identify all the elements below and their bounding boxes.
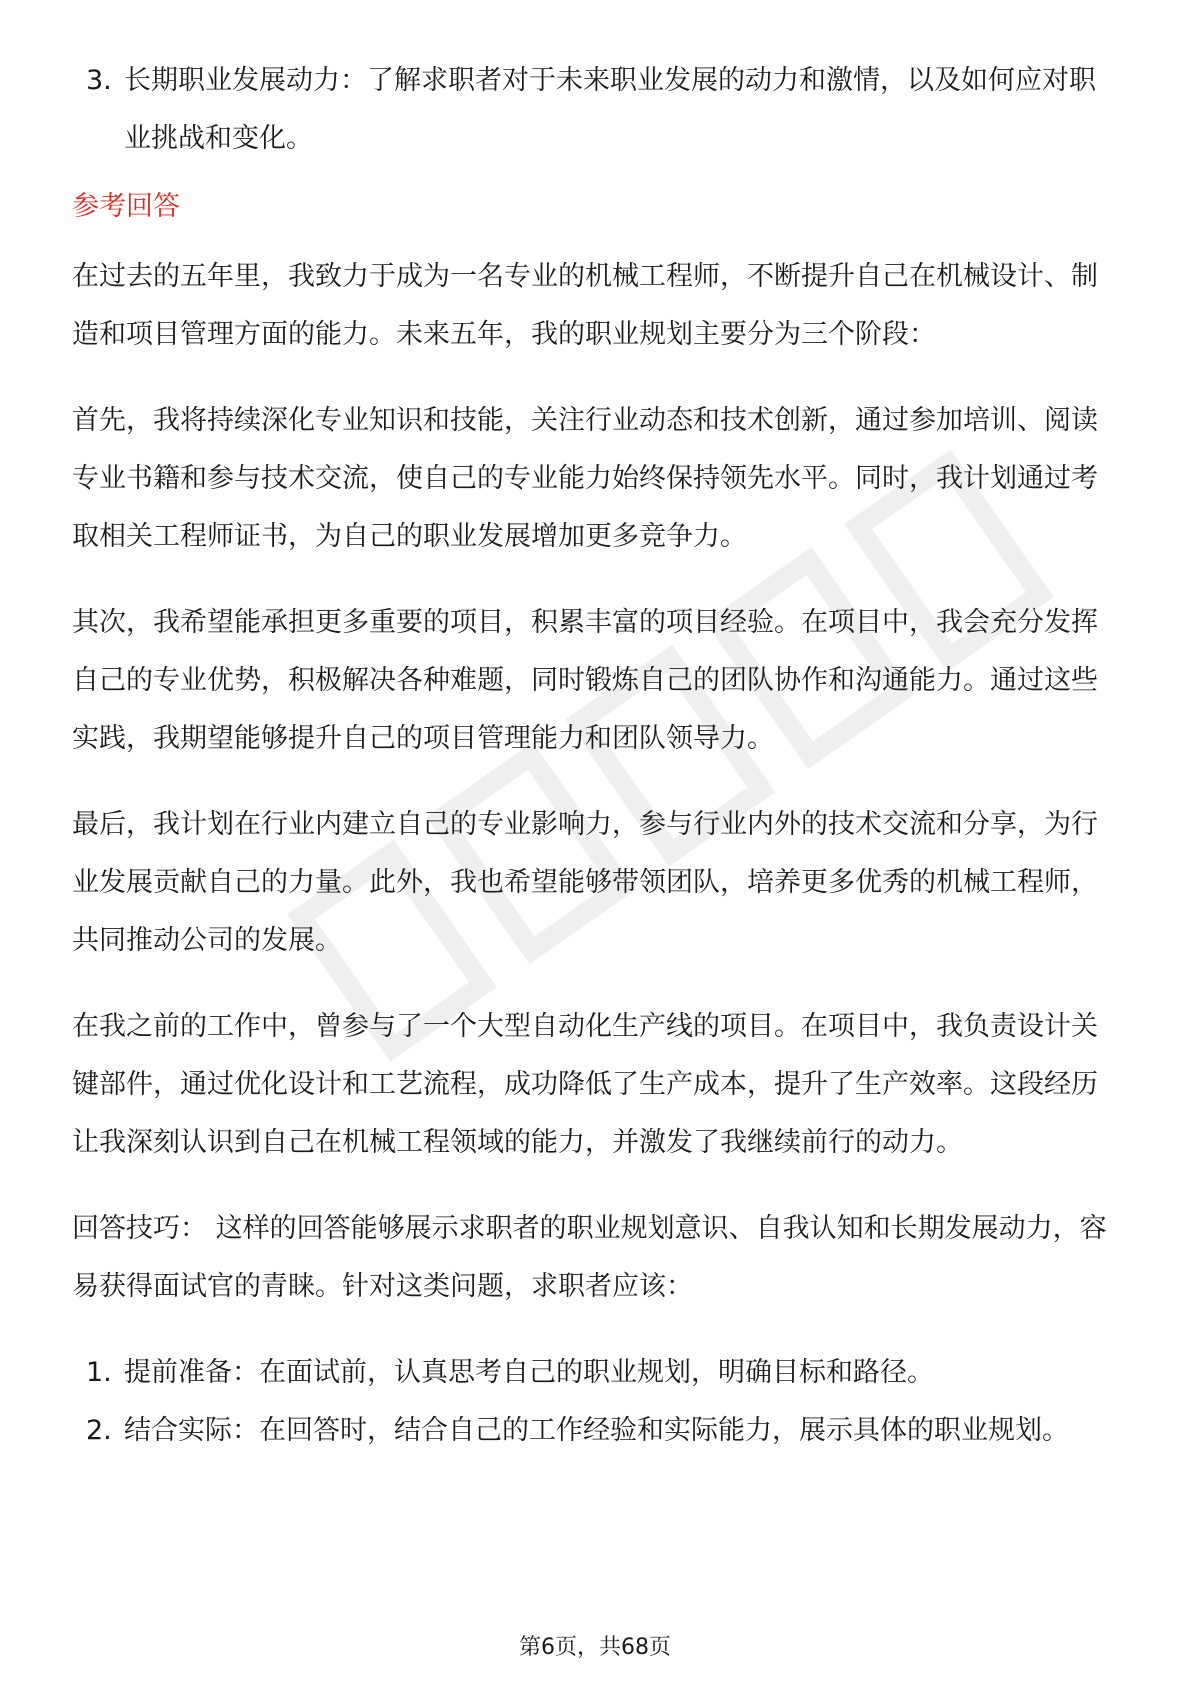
list-item: [72, 1402, 1118, 1460]
paragraph: 在我之前的工作中，曾参与了一个大型自动化生产线的项目。在项目中，我负责设计关键部件，通过优化设计和工艺流程，成功降低了生产成本，提升了生产效率。这段经历让我深刻认识到自己在机械工程领域的能力，并激发了我继续前行的动力。: [72, 1011, 1098, 1158]
paragraph: 最后，我计划在行业内建立自己的专业影响力，参与行业内外的技术交流和分享，为行业发展贡献自己的力量。此外，我也希望能够带领团队，培养更多优秀的机械工程师，共同推动公司的发展。: [72, 809, 1098, 956]
paragraph: 首先，我将持续深化专业知识和技能，关注行业动态和技术创新，通过参加培训、阅读专业书籍和参与技术交流，使自己的专业能力始终保持领先水平。同时，我计划通过考取相关工程师证书，为自己的职业发展增加更多竞争力。: [72, 405, 1098, 552]
list-item: [72, 52, 1118, 168]
document-content: [72, 52, 1118, 1460]
paragraph: 其次，我希望能承担更多重要的项目，积累丰富的项目经验。在项目中，我会充分发挥自己的专业优势，积极解决各种难题，同时锻炼自己的团队协作和沟通能力。通过这些实践，我期望能够提升自己的项目管理能力和团队领导力。: [72, 607, 1098, 754]
list-number: 1.: [86, 1357, 112, 1388]
tips-list: [72, 1344, 1118, 1460]
list-text: 提前准备：在面试前，认真思考自己的职业规划，明确目标和路径。: [124, 1357, 934, 1388]
paragraph-tips: 回答技巧： 这样的回答能够展示求职者的职业规划意识、自我认知和长期发展动力，容易获得面试官的青睐。针对这类问题，求职者应该：: [72, 1213, 1107, 1302]
list-text: 结合实际：在回答时，结合自己的工作经验和实际能力，展示具体的职业规划。: [124, 1415, 1069, 1446]
section-heading: 参考回答: [72, 191, 180, 222]
list-number: 2.: [86, 1415, 112, 1446]
paragraph: 在过去的五年里，我致力于成为一名专业的机械工程师，不断提升自己在机械设计、制造和项目管理方面的能力。未来五年，我的职业规划主要分为三个阶段：: [72, 261, 1098, 350]
list-item: [72, 1344, 1118, 1402]
list-number: 3.: [86, 65, 112, 96]
page-footer: 第6页，共68页: [519, 1635, 671, 1660]
list-text: 长期职业发展动力：了解求职者对于未来职业发展的动力和激情，以及如何应对职业挑战和变化。: [124, 65, 1096, 154]
